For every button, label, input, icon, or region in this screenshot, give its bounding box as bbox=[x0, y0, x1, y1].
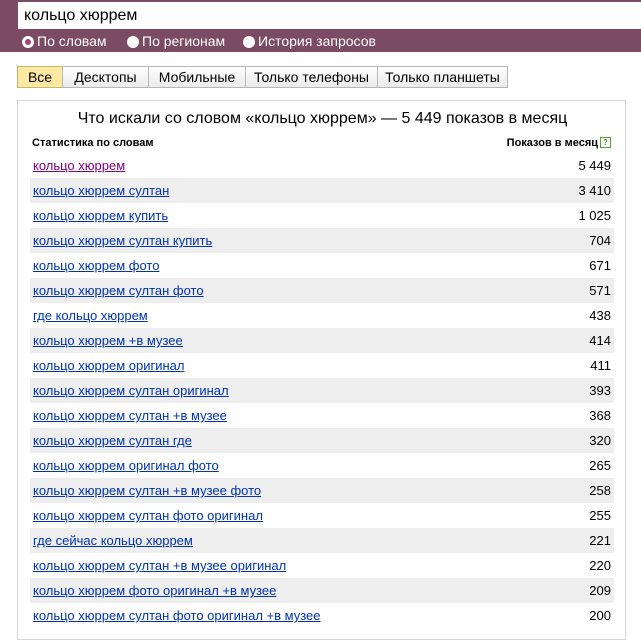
phrase-link[interactable]: кольцо хюррем султан bbox=[33, 183, 170, 198]
radio-icon bbox=[127, 36, 139, 48]
impressions-count: 265 bbox=[589, 458, 611, 473]
impressions-count: 5 449 bbox=[578, 158, 611, 173]
impressions-count: 393 bbox=[589, 383, 611, 398]
radio-by-words[interactable] bbox=[22, 32, 107, 50]
impressions-count: 1 025 bbox=[578, 208, 611, 223]
phrase-link[interactable]: кольцо хюррем фото bbox=[33, 258, 160, 273]
impressions-count: 209 bbox=[589, 583, 611, 598]
impressions-count: 671 bbox=[589, 258, 611, 273]
radio-label: По регионам bbox=[142, 33, 226, 49]
phrase-link[interactable]: кольцо хюррем султан купить bbox=[33, 233, 213, 248]
tab-tablets-only[interactable]: Только планшеты bbox=[377, 66, 508, 88]
column-header-label: Показов в месяц bbox=[506, 137, 598, 149]
table-row bbox=[30, 328, 614, 353]
column-header-phrases: Статистика по словам bbox=[32, 137, 154, 149]
radio-label: История запросов bbox=[258, 33, 376, 49]
table-row bbox=[30, 278, 614, 303]
phrase-link[interactable]: кольцо хюррем султан фото bbox=[33, 283, 204, 298]
impressions-count: 438 bbox=[589, 308, 611, 323]
tab-desktops[interactable]: Десктопы bbox=[62, 66, 149, 88]
impressions-count: 320 bbox=[589, 433, 611, 448]
phrase-link[interactable]: кольцо хюррем султан оригинал bbox=[33, 383, 229, 398]
phrase-link[interactable]: кольцо хюррем оригинал фото bbox=[33, 458, 219, 473]
table-row bbox=[30, 253, 614, 278]
table-row bbox=[30, 378, 614, 403]
tab-mobile[interactable]: Мобильные bbox=[148, 66, 246, 88]
impressions-count: 368 bbox=[589, 408, 611, 423]
phrase-link[interactable]: кольцо хюррем султан фото оригинал +в музее bbox=[33, 608, 321, 623]
radio-label: По словам bbox=[37, 33, 107, 49]
phrase-link[interactable]: где кольцо хюррем bbox=[33, 308, 148, 323]
stats-panel bbox=[17, 100, 626, 640]
impressions-count: 255 bbox=[589, 508, 611, 523]
phrase-link[interactable]: кольцо хюррем оригинал bbox=[33, 358, 185, 373]
radio-query-history[interactable] bbox=[243, 32, 376, 50]
impressions-count: 704 bbox=[589, 233, 611, 248]
radio-icon bbox=[243, 36, 255, 48]
tab-phones-only[interactable]: Только телефоны bbox=[245, 66, 378, 88]
impressions-count: 221 bbox=[589, 533, 611, 548]
panel-title: Что искали со словом «кольцо хюррем» — 5 449 показов в месяц bbox=[77, 110, 568, 127]
table-row bbox=[30, 203, 614, 228]
table-row bbox=[30, 503, 614, 528]
table-row bbox=[30, 578, 614, 603]
table-row bbox=[30, 303, 614, 328]
impressions-count: 3 410 bbox=[578, 183, 611, 198]
phrase-link[interactable]: кольцо хюррем султан +в музее фото bbox=[33, 483, 262, 498]
phrase-link[interactable]: кольцо хюррем фото оригинал +в музее bbox=[33, 583, 277, 598]
search-input[interactable] bbox=[18, 2, 641, 29]
radio-selected-icon bbox=[22, 36, 34, 48]
table-row bbox=[30, 353, 614, 378]
impressions-count: 220 bbox=[589, 558, 611, 573]
phrase-link[interactable]: где сейчас кольцо хюррем bbox=[33, 533, 193, 548]
impressions-count: 414 bbox=[589, 333, 611, 348]
phrase-link[interactable]: кольцо хюррем bbox=[33, 158, 126, 173]
table-row bbox=[30, 603, 614, 628]
table-row bbox=[30, 453, 614, 478]
phrase-link[interactable]: кольцо хюррем +в музее bbox=[33, 333, 183, 348]
table-row bbox=[30, 428, 614, 453]
impressions-count: 200 bbox=[589, 608, 611, 623]
column-header-impressions bbox=[507, 137, 611, 149]
tab-all[interactable]: Все bbox=[17, 66, 63, 88]
phrase-link[interactable]: кольцо хюррем купить bbox=[33, 208, 169, 223]
table-row bbox=[30, 178, 614, 203]
radio-by-regions[interactable] bbox=[127, 32, 225, 50]
impressions-count: 411 bbox=[590, 358, 611, 373]
table-row bbox=[30, 553, 614, 578]
phrase-link[interactable]: кольцо хюррем султан +в музее оригинал bbox=[33, 558, 287, 573]
help-icon[interactable]: ? bbox=[600, 137, 611, 148]
phrase-link[interactable]: кольцо хюррем султан +в музее bbox=[33, 408, 227, 423]
phrase-link[interactable]: кольцо хюррем султан фото оригинал bbox=[33, 508, 263, 523]
impressions-count: 258 bbox=[589, 483, 611, 498]
table-row bbox=[30, 228, 614, 253]
table-row bbox=[30, 478, 614, 503]
table-row bbox=[30, 528, 614, 553]
table-row bbox=[30, 403, 614, 428]
search-header bbox=[0, 0, 641, 52]
impressions-count: 571 bbox=[589, 283, 611, 298]
phrase-link[interactable]: кольцо хюррем султан где bbox=[33, 433, 192, 448]
stats-table bbox=[30, 153, 614, 628]
table-row bbox=[30, 153, 614, 178]
